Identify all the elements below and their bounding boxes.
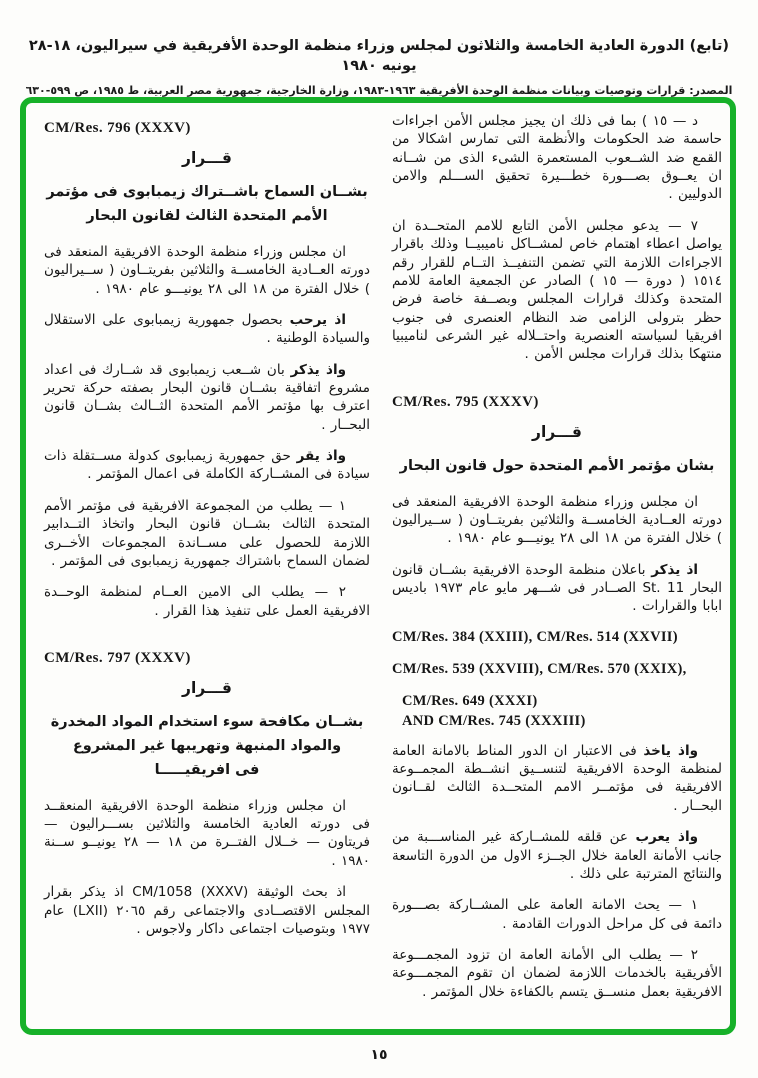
paragraph: واذ يقر حق جمهورية زيمبابوى كدولة مســتقلة ذات سيادة فى المشــاركة الكاملة فى اعمال المؤتمر .	[44, 448, 370, 483]
title-line: بشــان السماح باشــتراك زيمبابوى فى مؤتمر	[46, 184, 368, 200]
cited-resolution-line: CM/Res. 539 (XXVIII), CM/Res. 570 (XXIX),	[392, 660, 687, 677]
resolution-title-797	[44, 711, 370, 783]
paragraph: ١ — يطلب من المجموعة الافريقية فى مؤتمر الأمم المتحدة الثالث بشــان قانون البحار واتخاذ التــدابير اللازمة للحصول على مســاندة المجموعات الأخــرى لضمان السماح باشتراك جمهورية زيمبابوى فى المؤتمر .	[44, 497, 370, 569]
paragraph: واذ يذكر بان شــعب زيمبابوى قد شــارك فى اعداد مشروع اتفاقية بشــان قانون البحار بصفته حركة تحرير اعترف بها مؤتمر الأمم المتحدة الثــالث بشــان قانون البحــار .	[44, 361, 370, 433]
paragraph: ان مجلس وزراء منظمة الوحدة الافريقية المنعقد فى دورته العــادية الخامســة والثلاثين بفريتــاون ( ســيراليون ) خلال الفترة من ١٨ الى ٢٨ يونيـــو عام ١٩٨٠ .	[392, 493, 722, 547]
title-line: بشــان مكافحة سوء استخدام المواد المخدرة	[50, 713, 364, 730]
paragraph: ان مجلس وزراء منظمة الوحدة الافريقية المنعقد فى دورته العــادية الخامســة والثلاثين بفريتــاون ( ســيراليون ) خلال الفترة من ١٨ الى ٢٨ يونيـــو عام ١٩٨٠ .	[44, 243, 370, 297]
resolution-title-796	[44, 181, 370, 229]
paragraph: واذ ياخذ فى الاعتبار ان الدور المناط بالامانة العامة لمنظمة الوحدة الافريقية لتنســيق انشــطة المجمــوعة الافريقية فى مؤتمــر الامم المتحــدة الثالث لقــانون البحــار .	[392, 742, 722, 814]
paragraph: اذ يذكر باعلان منظمة الوحدة الافريقية بشــان قانون البحار St. 11 الصــادر فى شـــهر مايو عام ١٩٧٣ باديس ابابا والقرارات .	[392, 561, 723, 615]
paragraph: ان مجلس وزراء منظمة الوحدة الافريقية المنعقــد فى دورته العادية الخامسة والثلاثين بســـراليون — فريتاون — خــلال الفتــرة من ١٨ — ٢٨ يونيــو ســنة ١٩٨٠ .	[44, 797, 370, 869]
page-header	[10, 36, 748, 97]
decree-heading: قـــرار	[182, 149, 232, 167]
decree-heading: قـــرار	[182, 678, 232, 697]
resolution-ref-796: CM/Res. 796 (XXXV)	[44, 120, 191, 136]
paragraph: ٢ — يطلب الى الامين العــام لمنظمة الوحــدة الافريقية العمل على تنفيذ هذا القرار .	[44, 584, 370, 619]
header-source-line: المصدر: قرارات وتوصيات وبيانات منظمة الوحدة الأفريقية ١٩٦٣-١٩٨٣، وزارة الخارجية، جمهورية مصر العربية، ط ١٩٨٥، ص ٥٩٩-٦٣٠	[25, 83, 733, 97]
decree-heading: قـــرار	[532, 422, 582, 441]
title-line: الأمم المتحدة الثالث لقانون البحار	[86, 207, 328, 224]
title-line: فى افريقيـــــا	[154, 761, 260, 778]
paragraph: واذ يعرب عن قلقه للمشــاركة غير المناســـبة من جانب الأمانة العامة خلال الجــزء الاول من الدورة التاسعة والنتائج المترتبة على ذلك .	[392, 829, 722, 882]
left-column	[44, 120, 370, 951]
header-session-line: (تابع) الدورة العادية الخامسة والثلاثون لمجلس وزراء منظمة الوحدة الأفريقية في سيراليون، ١٨-٢٨ يونيه ١٩٨٠	[28, 38, 730, 75]
cited-resolution-line: CM/Res. 649 (XXXI)	[402, 692, 538, 709]
resolution-ref-797: CM/Res. 797 (XXXV)	[44, 649, 191, 666]
paragraph: د — ١٥ ) بما فى ذلك ان يجيز مجلس الأمن اجراءات حاسمة ضد الحكومات والأنظمة التى تمارس اشكالا من القمع ضد الشــعوب المستعمرة الشىء الذى من شــانه ان يعــوق بصـــورة خطـــيرة تحقيق الســـلم والامن الدوليين .	[392, 113, 722, 203]
resolution-ref-795: CM/Res. 795 (XXXV)	[392, 393, 539, 410]
cited-resolution-line: CM/Res. 384 (XXIII), CM/Res. 514 (XXVII)	[392, 628, 678, 645]
paragraph: اذ بحث الوثيقة CM/1058 (XXXV) اذ يذكر بقرار المجلس الاقتصــادى والاجتماعى رقم ٢٠٦٥ (LXII) عام ١٩٧٧ وبتوصيات اجتماعى داكار ولاجوس .	[44, 884, 371, 937]
cited-resolutions-list	[392, 629, 722, 730]
right-column	[392, 112, 722, 1014]
paragraph: ٧ — يدعو مجلس الأمن التابع للامم المتحــدة ان يواصل اعطاء اهتمام خاص لمشــاكل ناميبيــا وذلك باقرار الاجراءات اللازمة التي تضمن التنفيــذ التــام للقرار رقم ١٥١٤ ( دورة — ١٥ ) الصادر عن الجمعية العامة للامم المتحدة وكذلك قرارات المجلس وبصــفة خاصة فرض حظر بترولى الزامى ضد النظام العنصرى فى جنوب افريقيا لسياسته العنصرية واحتــلاله غير الشرعى لناميبيا منتهكا بذلك قرارات مجلس الأمن .	[392, 217, 722, 363]
cited-resolution-line: AND CM/Res. 745 (XXXIII)	[402, 712, 586, 729]
resolution-title-795: بشان مؤتمر الأمم المتحدة حول قانون البحار	[399, 457, 715, 474]
page-number: ١٥	[370, 1047, 388, 1063]
paragraph: اذ يرحب بحصول جمهورية زيمبابوى على الاستقلال والسيادة الوطنية .	[44, 311, 370, 347]
paragraph: ١ — يحث الامانة العامة على المشــاركة بصـــورة دائمة فى كل مراحل الدورات القادمة .	[392, 897, 722, 932]
title-line: والمواد المنبهة وتهريبها غير المشروع	[72, 737, 342, 754]
paragraph: ٢ — يطلب الى الأمانة العامة ان تزود المجمـــوعة الأفريقية بالخدمات اللازمة لضمان ان تقوم المجمـــوعة الافريقية بعمل منســق يتسم بالكفاءة خلال المؤتمر .	[392, 946, 722, 1000]
